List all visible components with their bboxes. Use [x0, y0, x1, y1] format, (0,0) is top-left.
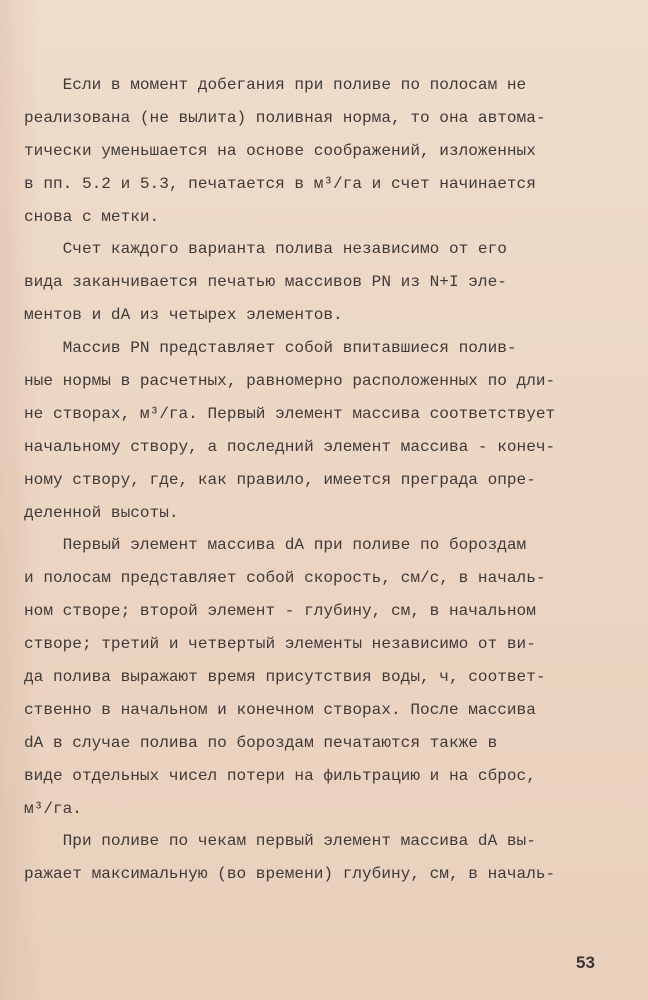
- text-line: виде отдельных чисел потери на фильтрацию и на сброс,: [24, 766, 536, 785]
- text-line: и полосам представляет собой скорость, см/с, в началь-: [24, 569, 546, 588]
- text-line: ственно в начальном и конечном створах. После массива: [24, 700, 536, 719]
- text-line: вида заканчивается печатью массивов PN из N+I эле-: [24, 273, 507, 292]
- text-line: Первый элемент массива dA при поливе по бороздам: [24, 536, 527, 555]
- text-line: снова с метки.: [24, 207, 160, 226]
- text-line: створе; третий и четвертый элементы независимо от ви-: [24, 635, 536, 654]
- text-line: тически уменьшается на основе соображений, изложенных: [24, 141, 536, 160]
- text-line: При поливе по чекам первый элемент массива dA вы-: [24, 832, 536, 851]
- text-line: ном створе; второй элемент - глубину, см, в начальном: [24, 602, 536, 621]
- text-line: да полива выражают время присутствия воды, ч, соответ-: [24, 668, 546, 687]
- text-line: ражает максимальную (во времени) глубину, см, в началь-: [24, 865, 556, 884]
- text-line: в пп. 5.2 и 5.3, печатается в м³/га и счет начинается: [24, 174, 536, 193]
- text-line: м³/га.: [24, 799, 82, 818]
- text-line: ному створу, где, как правило, имеется преграда опре-: [24, 470, 536, 489]
- text-line: Если в момент добегания при поливе по полосам не: [24, 76, 527, 94]
- page-number: 53: [576, 953, 595, 972]
- text-line: реализована (не вылита) поливная норма, то она автома-: [24, 108, 546, 127]
- text-line: dA в случае полива по бороздам печатаются также в: [24, 733, 498, 752]
- text-line: Счет каждого варианта полива независимо от его: [24, 240, 507, 259]
- text-line: ментов и dA из четырех элементов.: [24, 306, 343, 325]
- text-line: не створах, м³/га. Первый элемент массива соответствует: [24, 404, 556, 423]
- text-line: начальному створу, а последний элемент массива - конеч-: [24, 437, 556, 456]
- text-line: деленной высоты.: [24, 503, 179, 522]
- text-line: ные нормы в расчетных, равномерно расположенных по дли-: [24, 372, 556, 391]
- text-line: Массив PN представляет собой впитавшиеся полив-: [24, 339, 517, 358]
- body-text: [24, 74, 624, 896]
